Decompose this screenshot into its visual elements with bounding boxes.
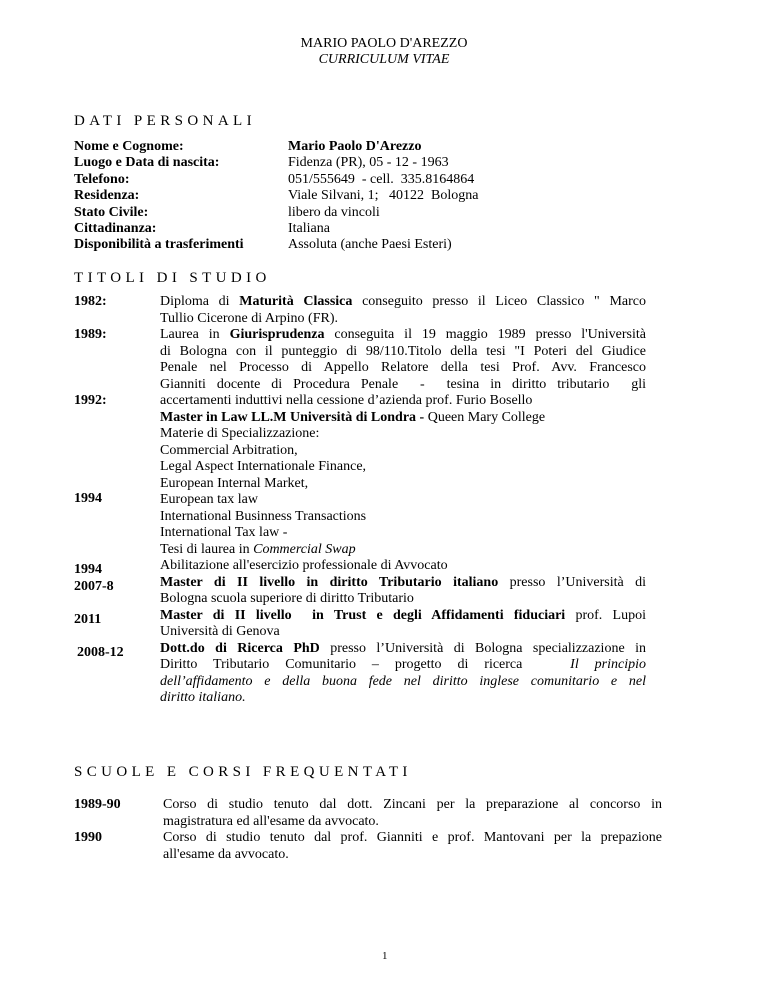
personal-value: Mario Paolo D'Arezzo xyxy=(288,139,422,154)
study-line: accertamenti induttivi nella cessione d’azienda prof. Furio Bosello xyxy=(160,393,533,408)
study-line: Master in Law LL.M Università di Londra - Queen Mary College xyxy=(160,409,546,425)
personal-value: Italiana xyxy=(288,221,330,236)
study-line: International Businness Transactions xyxy=(160,508,367,524)
personal-value: Fidenza (PR), 05 - 12 - 1963 xyxy=(288,155,449,170)
personal-value: Viale Silvani, 1; 40122 Bologna xyxy=(288,188,479,203)
study-year: 1989: xyxy=(74,327,107,342)
study-year: 1994 xyxy=(74,491,102,506)
course-line: Corso di studio tenuto dal prof. Gianniti e prof. Mantovani per la prepazione xyxy=(163,830,662,845)
study-line: Laurea in Giurisprudenza conseguita il 19 maggio 1989 presso l'Università xyxy=(160,327,646,342)
study-line: Diritto Tributario Comunitario – progetto di ricerca Il principio xyxy=(160,657,646,672)
section-heading-courses: SCUOLE E CORSI FREQUENTATI xyxy=(74,764,412,780)
study-line: European tax law xyxy=(160,492,258,507)
course-year: 1990 xyxy=(74,830,102,845)
study-year: 2008-12 xyxy=(77,645,124,660)
study-line: Tullio Cicerone di Arpino (FR). xyxy=(160,310,338,326)
study-line: European Internal Market, xyxy=(160,475,309,491)
study-line: Master di II livello in Trust e degli Affidamenti fiduciari prof. Lupoi xyxy=(160,607,646,623)
cv-name: MARIO PAOLO D'AREZZO xyxy=(300,36,468,51)
cv-subtitle: CURRICULUM VITAE xyxy=(318,52,450,67)
course-year: 1989-90 xyxy=(74,797,121,812)
personal-label: Disponibilità a trasferimenti xyxy=(74,237,244,252)
study-line: Penale nel Processo di Appello Relatore della tesi Prof. Avv. Francesco xyxy=(160,360,646,375)
personal-label: Residenza: xyxy=(74,188,140,203)
study-year: 1994 xyxy=(74,562,102,577)
study-line: Commercial Arbitration, xyxy=(160,442,298,458)
study-line: dell’affidamento e della buona fede nel diritto inglese comunitario e nel xyxy=(160,673,646,689)
personal-label: Cittadinanza: xyxy=(74,221,157,236)
study-line: Tesi di laurea in Commercial Swap xyxy=(160,541,356,557)
study-entries xyxy=(160,294,646,707)
study-year: 2007-8 xyxy=(74,579,114,594)
personal-value: 051/555649 - cell. 335.8164864 xyxy=(288,172,475,187)
study-year: 2011 xyxy=(74,612,102,627)
study-line: Bologna scuola superiore di diritto Tributario xyxy=(160,591,414,606)
study-line: di Bologna con il punteggio di 98/110.Titolo della tesi "I Poteri del Giudice xyxy=(160,343,646,359)
study-line: Abilitazione all'esercizio professionale di Avvocato xyxy=(160,558,448,573)
page-number: 1 xyxy=(382,950,388,962)
personal-label: Stato Civile: xyxy=(74,205,149,220)
study-line: International Tax law - xyxy=(160,525,288,540)
study-year: 1992: xyxy=(74,393,107,408)
section-heading-personal: DATI PERSONALI xyxy=(74,113,257,129)
study-line: Legal Aspect Internationale Finance, xyxy=(160,459,367,474)
personal-value: libero da vincoli xyxy=(288,205,380,220)
personal-label: Luogo e Data di nascita: xyxy=(74,155,220,170)
study-year: 1982: xyxy=(74,294,107,309)
study-line: Materie di Specializzazione: xyxy=(160,426,320,441)
personal-value: Assoluta (anche Paesi Esteri) xyxy=(288,237,452,252)
personal-label: Telefono: xyxy=(74,172,130,187)
course-line: magistratura ed all'esame da avvocato. xyxy=(163,813,379,829)
study-line: Dott.do di Ricerca PhD presso l’Università di Bologna specializzazione in xyxy=(160,640,646,656)
study-line: Gianniti docente di Procedura Penale - tesina in diritto tributario gli xyxy=(160,376,646,392)
section-heading-studies: TITOLI DI STUDIO xyxy=(74,270,271,286)
course-line: all'esame da avvocato. xyxy=(163,846,289,862)
study-line: Master di II livello in diritto Tributario italiano presso l’Università di xyxy=(160,574,647,590)
course-entries xyxy=(163,797,662,863)
course-line: Corso di studio tenuto dal dott. Zincani per la preparazione al concorso in xyxy=(163,797,662,812)
study-line: diritto italiano. xyxy=(160,690,246,705)
study-line: Università di Genova xyxy=(160,624,280,639)
study-line: Diploma di Maturità Classica conseguito presso il Liceo Classico " Marco xyxy=(160,294,646,309)
personal-label: Nome e Cognome: xyxy=(74,139,184,154)
